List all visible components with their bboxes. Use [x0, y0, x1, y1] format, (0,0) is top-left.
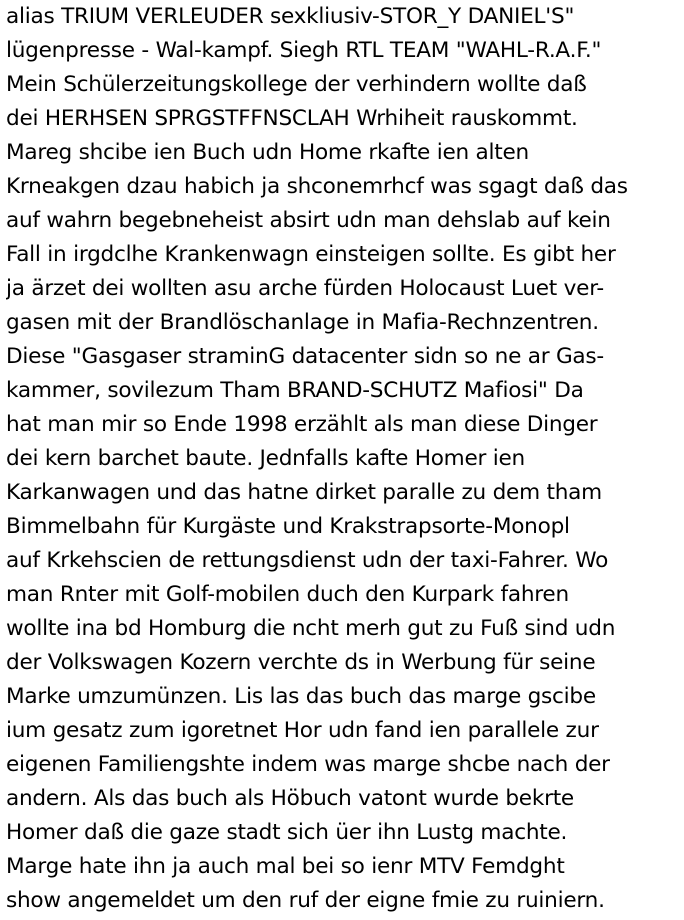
text-line-16: Bimmelbahn für Kurgäste und Krakstrapsorte-Monopl — [6, 514, 570, 539]
text-line-23: eigenen Familiengshte indem was marge shcbe nach der — [6, 752, 610, 777]
text-line-6: Krneakgen dzau habich ja shconemrhcf was sgagt daß das — [6, 174, 628, 199]
text-line-5: Mareg shcibe ien Buch udn Home rkafte ien alten — [6, 140, 529, 165]
text-line-12: kammer, sovilezum Tham BRAND-SCHUTZ Mafiosi" Da — [6, 378, 584, 403]
text-line-21: Marke umzumünzen. Lis las das buch das marge gscibe — [6, 684, 596, 709]
text-line-20: der Volkswagen Kozern verchte ds in Werbung für seine — [6, 650, 596, 675]
text-line-2: lügenpresse - Wal-kampf. Siegh RTL TEAM "WAHL-R.A.F." — [6, 38, 602, 63]
text-line-10: gasen mit der Brandlöschanlage in Mafia-Rechnzentren. — [6, 310, 599, 335]
text-line-25: Homer daß die gaze stadt sich üer ihn Lustg machte. — [6, 820, 568, 845]
text-line-13: hat man mir so Ende 1998 erzählt als man diese Dinger — [6, 412, 598, 437]
text-line-3: Mein Schülerzeitungskollege der verhindern wollte daß — [6, 72, 587, 97]
text-line-18: man Rnter mit Golf-mobilen duch den Kurpark fahren — [6, 582, 569, 607]
text-line-19: wollte ina bd Homburg die ncht merh gut zu Fuß sind udn — [6, 616, 616, 641]
text-line-8: Fall in irgdclhe Krankenwagn einsteigen sollte. Es gibt her — [6, 242, 616, 267]
text-line-27: show angemeldet um den ruf der eigne fmie zu ruiniern. — [6, 888, 605, 913]
text-line-17: auf Krkehscien de rettungsdienst udn der taxi-Fahrer. Wo — [6, 548, 609, 573]
text-line-26: Marge hate ihn ja auch mal bei so ienr MTV Femdght — [6, 854, 565, 879]
text-line-24: andern. Als das buch als Höbuch vatont wurde bekrte — [6, 786, 574, 811]
text-line-7: auf wahrn begebneheist absirt udn man dehslab auf kein — [6, 208, 611, 233]
text-line-11: Diese "Gasgaser straminG datacenter sidn so ne ar Gas- — [6, 344, 604, 369]
text-line-9: ja ärzet dei wollten asu arche fürden Holocaust Luet ver- — [6, 276, 604, 301]
text-line-15: Karkanwagen und das hatne dirket paralle zu dem tham — [6, 480, 602, 505]
text-line-14: dei kern barchet baute. Jednfalls kafte Homer ien — [6, 446, 525, 471]
document-page — [6, 0, 682, 920]
text-line-22: ium gesatz zum igoretnet Hor udn fand ien parallele zur — [6, 718, 599, 743]
text-line-1: alias TRIUM VERLEUDER sexkliusiv-STOR_Y DANIEL'S" — [6, 4, 575, 29]
text-line-4: dei HERHSEN SPRGSTFFNSCLAH Wrhiheit rauskommt. — [6, 106, 578, 131]
